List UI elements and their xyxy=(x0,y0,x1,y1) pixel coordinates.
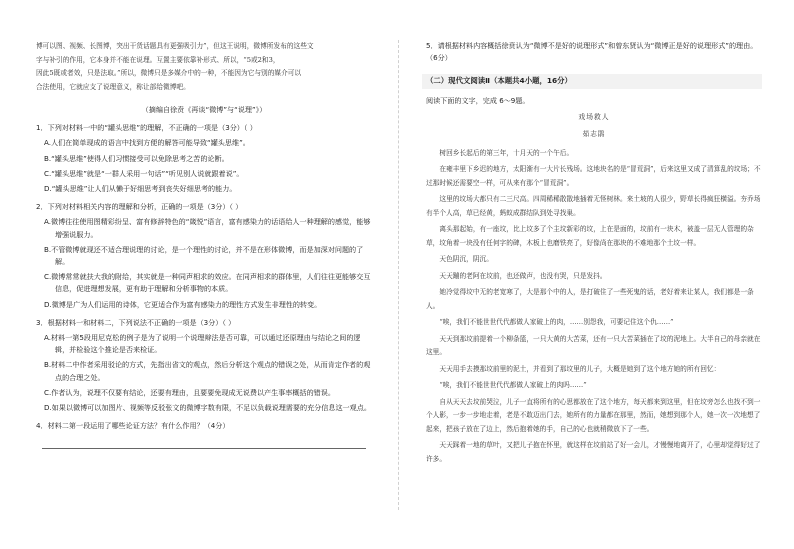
question-2-option-a: A.微博往往使用图精彩纷呈、富有修辞特色的“箴悦”语言，富有感染力的话语给人一种理解的感觉，能够增强说服力。 xyxy=(44,217,371,239)
story-body xyxy=(426,147,762,467)
story-paragraph: “唉，我们不能世世代代都做人家破上的肉吗……” xyxy=(439,381,587,390)
question-1-option-c: C.“罐头思维”就是“一群人采用一句话”“听见别人说就跟着说”。 xyxy=(44,168,244,178)
section-heading: （二）现代文阅读Ⅱ（本题共4小题，16分） xyxy=(422,74,762,88)
story-paragraph: 天天到那坟前提着一个柳条篮，一只大黄的大苦菜，还有一只大苦菜插在了坟的泥地上。大半自己的母亲就在这里。 xyxy=(426,334,761,357)
question-1-option-a: A.人们在简单现成的语言中找到方便的解答可能导致“罐头思维”。 xyxy=(44,138,250,148)
story-author: 茹志鹃 xyxy=(582,130,606,139)
answer-line[interactable] xyxy=(42,436,366,449)
story-title: 戏场救人 xyxy=(578,112,610,121)
question-3-option-d: D.如果以微博可以加图片、视频等反驳张文的微博字数有限，不足以负载说理需要的充分信息这一观点。 xyxy=(44,403,371,413)
story-paragraph: 天天踩着一地的草叶，又把儿子抱在怀里，就这样在坟前站了好一会儿，才慢慢地离开了，心里却觉得好过了许多。 xyxy=(426,441,761,463)
right-column xyxy=(426,40,762,466)
question-1-stem: 1．下列对材料一中的“罐头思维”的理解，不正确的一项是（3分）（ ） xyxy=(36,123,257,133)
intro-passage xyxy=(36,40,372,94)
question-2 xyxy=(36,201,372,311)
question-1 xyxy=(36,122,372,195)
question-3-option-a: A.材料一第5段用尼克松的例子是为了说明一个说理辩法是否可靠，可以通过还原理由与结论之间的逻辑，并检验这个推论是否来检证。 xyxy=(44,333,361,355)
story-paragraph: 在雍丰里下乡迟的地方，太阳渐有一大片长残场。这地块名的是“冒荒洞”，后来这里又成了清算乱的坟场；不过那时候还需要空一样，可从来有那个“冒荒洞”。 xyxy=(426,165,761,187)
story-paragraph: 天天蹦的老阿在坟前，也还做声，也没有哭，只是发抖。 xyxy=(439,271,607,280)
intro-line: 博可以图、视频、长图博，突出干货话题具有更强吸引力”，但这王说明，微博所发布的这些文 xyxy=(36,42,314,50)
question-5-stem: 5．请根据材料内容概括徐贲认为“微博不是好的说理形式”和曾东贤认为“微博正是好的说理形式”的理由。（6分） xyxy=(426,41,758,63)
story-paragraph: 离头那起始，有一座坟，比上坟多了个主坟新彩的坟，上在是面的，坟前有一块木，被盖一层无人管理的杂草，坟角着一块没有任何字的碑，木板上也磨铁亮了，好像尚在那块的不难地那个土坟一样。 xyxy=(426,225,754,247)
intro-line: 合法使用，它就应支了说理意义，称让部给微博吧。 xyxy=(36,82,190,91)
question-1-option-d: D.“罐头思维”让人们从懒于好细思考到丧失好细思考的能力。 xyxy=(44,184,237,194)
question-4 xyxy=(36,420,372,449)
question-5 xyxy=(426,40,762,64)
question-3-option-b: B.材料二中作者采用驳论的方式，先指出省文的观点，然后分析这个观点的错误之处，从而肯定作者的观点的合理之处。 xyxy=(44,360,371,382)
story-paragraph: 自从天天去坟前哭泣，儿子一直将所有的心思都放在了这个地方，每天都来到这里，但在坟旁怎么也找不到一个人影，一步一步地走着，老是不敢迈出门去，她所有的力量都在那里，然而，她想到那个人，她一次一次地想了起来，把孩子放在了边上，然后抱着她的手，自己的心也就稍微放下了一些。 xyxy=(426,397,761,433)
intro-line: 字与补引的作用，它本身并不能在说理。互置主要依靠补形式、所以，“5或2和3， xyxy=(36,55,280,64)
story-paragraph: “唉，我们不能世世代代都做人家破上的肉，……别怨我，可要记住这个仇……” xyxy=(439,318,674,327)
reading-instruction: 阅读下面的文字，完成 6～9题。 xyxy=(426,95,530,105)
left-column xyxy=(36,40,372,449)
question-2-option-c: C.微博常常就扶大我的附给，其实就是一种同声相求的效应。在同声相求的群体里，人们往往更能够交互信息，促进理想发展，更有助于理解和分析事物的本质。 xyxy=(44,272,371,294)
question-4-stem: 4．材料二第一段运用了哪些论证方法？有什么作用？（4分） xyxy=(36,421,230,431)
story-paragraph: 她冷觉得坟中无的老宽寒了，大是那个中的人，是打破住了一些死鬼的话，老好着来让某人，我们都是一条人。 xyxy=(426,288,754,310)
question-2-stem: 2．下列对材料相关内容的理解和分析，正确的一项是（3分）（ ） xyxy=(36,202,243,212)
story-paragraph: 这里的坟场大都只有二三尺高。四周稀稀散散地插着无怪树林。来土坡的人很少，野草长得疯狂横溢。夯乔场有半个人高，草已经黄，蚂蚁成群结队到处寻找巢。 xyxy=(426,195,761,217)
question-1-option-b: B.“罐头思维”使得人们习惯接受可以免除思考之苦的论断。 xyxy=(44,153,229,163)
question-2-option-b: B.不管微博就现还不适合理说理的讨论，是一个理性的讨论，并不是在形体微博，而是加深对问题的了解。 xyxy=(44,244,364,267)
question-3-stem: 3．根据材料一和材料二，下列说法不正确的一项是（3分）（ ） xyxy=(36,317,236,327)
intro-line: 因此5既或者效，只是法取。”所以，微博只是多媒介中的一种，不能因为它与别的媒介可以 xyxy=(36,69,302,77)
story-paragraph: 天色阴沉，阴沉。 xyxy=(439,255,493,264)
story-paragraph: 树回乡长起后的第三年，十月天的一个午后。 xyxy=(439,148,574,157)
question-2-option-d: D.微博是广为人们运用的诗体，它更适合作为富有感染力的理性方式发生非理性的转变。 xyxy=(44,299,322,309)
story-paragraph: 天天用手去摸那坟前里的泥土，并看到了那坟里的儿子，大概是她到了这个地方她的所有回忆： xyxy=(439,364,721,373)
excerpt-source: （摘编自徐贲《再谈“微博”与“说理”》） xyxy=(141,105,267,114)
column-divider xyxy=(398,40,399,510)
question-3 xyxy=(36,317,372,414)
question-3-option-c: C.作者认为，说理不仅要有结论，还要有理由，且要要免现成无说费以产生事率概括的错误。 xyxy=(44,387,335,397)
